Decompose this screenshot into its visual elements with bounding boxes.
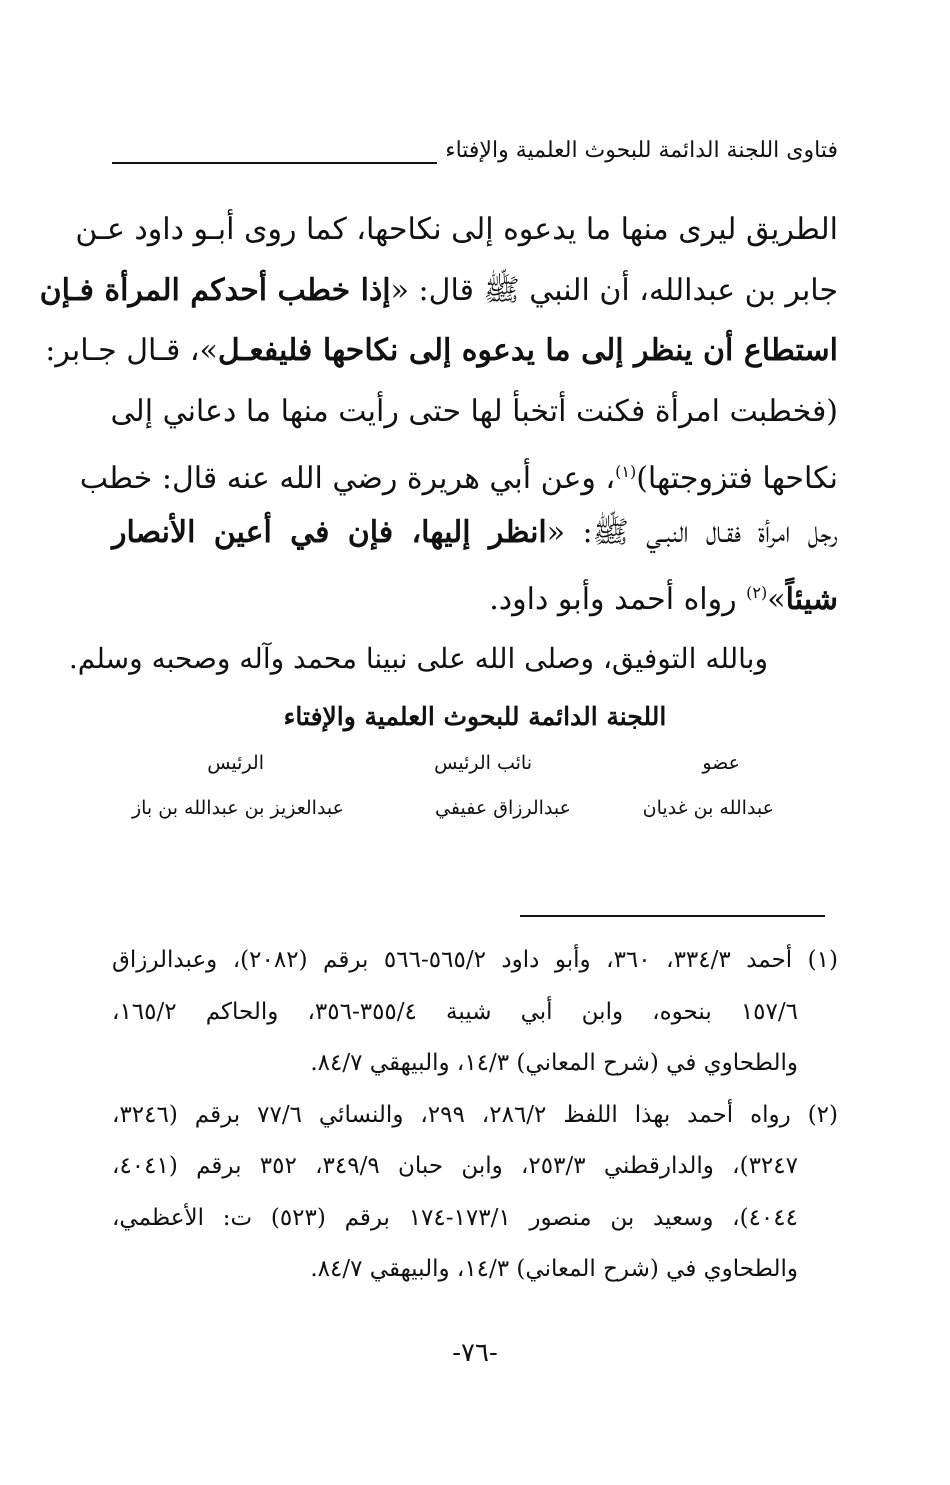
member-role-3: الرئيس <box>207 752 264 774</box>
body-line-5 <box>79 442 838 503</box>
fatwa-body <box>39 200 838 624</box>
member-role-1: عضو <box>702 752 740 774</box>
body-line-2-text: جابر بن عبدالله، أن النبي ﷺ قال: « <box>390 272 838 308</box>
hadith-quote-1-end: استطاع أن ينظر إلى ما يدعوه إلى نكاحها فليفعـل <box>217 333 838 368</box>
footnote-2-line-4: والطحاوي في (شرح المعاني) ١٤/٣، والبيهقي ٨٤/٧. <box>310 1256 798 1282</box>
footnote-ref-1[interactable]: (١) <box>615 462 637 481</box>
footnote-2-line-1: (٢) رواه أحمد بهذا اللفظ ٢٨٦/٢، ٢٩٩، والنسائي ٧٧/٦ برقم (٣٢٤٦، <box>112 1101 839 1128</box>
body-line-2 <box>39 261 838 322</box>
member-name-3: عبدالعزيز بن عبدالله بن باز <box>131 797 344 819</box>
running-title: فتاوى اللجنة الدائمة للبحوث العلمية والإفتاء <box>445 138 838 163</box>
hadith-quote-2-end: شيئاً <box>785 582 838 617</box>
hadith-quote-1-start: إذا خطب أحدكم المرأة فـإن <box>39 272 391 308</box>
closing-prayer <box>68 638 838 680</box>
body-line-7-text: رواه أحمد وأبو داود. <box>489 582 747 617</box>
footnote-1-line-1: (١) أحمد ٣٣٤/٣، ٣٦٠، وأبو داود ٥٦٥/٢-٥٦٦ برقم (٢٠٨٢)، وعبدالرزاق <box>112 947 838 973</box>
body-line-3-text: »، قـال جـابر: <box>45 333 218 368</box>
body-line-6 <box>112 503 838 564</box>
footnote-rule <box>520 915 825 917</box>
footnote-2-line-3: ٤٠٤٤)، وسعيد بن منصور ١٧٣/١-١٧٤ برقم (٥٢٣) ت: الأعظمي، <box>112 1204 798 1231</box>
footnote-1-line-2: ١٥٧/٦ بنحوه، وابن أبي شيبة ٣٥٥/٤-٣٥٦، والحاكم ١٦٥/٢، <box>112 998 798 1025</box>
member-role-2: نائب الرئيس <box>434 752 532 774</box>
closing-line: وبالله التوفيق، وصلى الله على نبينا محمد وآله وصحبه وسلم. <box>68 642 768 675</box>
footnote-ref-2[interactable]: (٢) <box>746 583 768 602</box>
footnotes <box>112 935 838 1296</box>
page-number: -٧٦- <box>452 1338 498 1368</box>
body-line-6-text: رجل امرأة فقـال النبـي ﷺ: « <box>546 514 838 550</box>
running-header <box>112 138 838 178</box>
committee-title: اللجنة الدائمة للبحوث العلمية والإفتاء <box>283 702 667 731</box>
body-line-1: الطريق ليرى منها ما يدعوه إلى نكاحها، كما روى أبـو داود عـن <box>75 212 838 247</box>
footnote-1-line-3: والطحاوي في (شرح المعاني) ١٤/٣، والبيهقي ٨٤/٧. <box>310 1050 798 1076</box>
body-line-5-text-a: نكاحها فتزوجتها) <box>636 461 838 496</box>
body-line-7 <box>112 563 838 624</box>
body-line-5-text-b: ، وعن أبي هريرة رضي الله عنه قال: خطب <box>79 461 616 496</box>
body-line-3 <box>45 321 838 382</box>
body-line-7-quote-close: » <box>767 582 786 617</box>
member-name-2: عبدالرزاق عفيفي <box>435 797 571 819</box>
body-line-4: (فخطبت امرأة فكنت أتخبأ لها حتى رأيت منها ما دعاني إلى <box>110 393 838 429</box>
header-rule <box>112 162 437 164</box>
hadith-quote-2-start: انظر إليها، فإن في أعين الأنصار <box>112 514 547 550</box>
footnote-2-line-2: ٣٢٤٧)، والدارقطني ٢٥٣/٣، وابن حبان ٣٤٩/٩، ٣٥٢ برقم (٤٠٤١، <box>112 1153 798 1179</box>
member-name-1: عبدالله بن غديان <box>642 797 774 819</box>
